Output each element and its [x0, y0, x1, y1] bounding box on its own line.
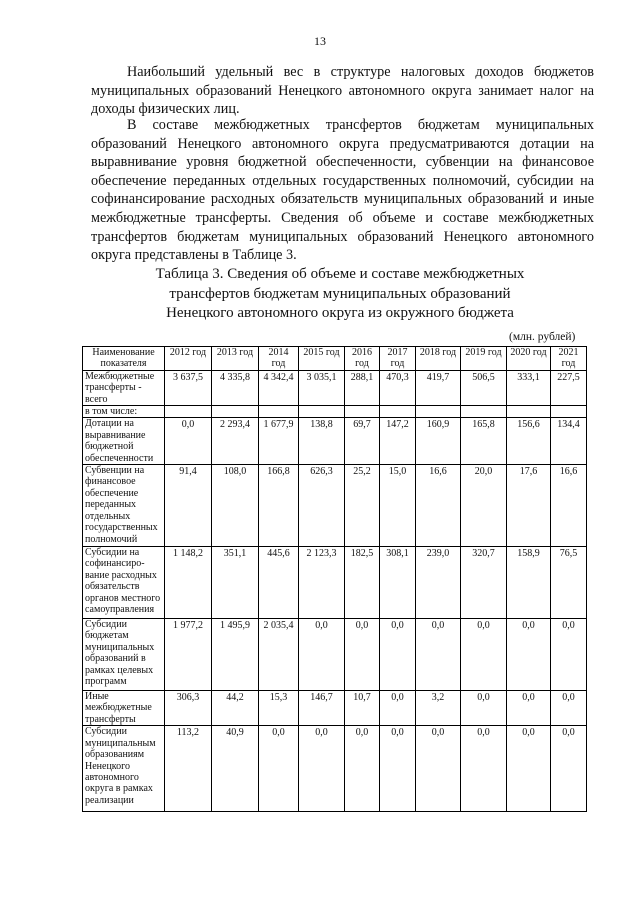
units-label: (млн. рублей): [509, 331, 576, 343]
value-cell: 0,0: [380, 619, 416, 691]
value-cell: 166,8: [259, 465, 299, 547]
value-cell: 108,0: [212, 465, 259, 547]
row-name-cell: Субсидии бюджетам муниципальных образований в рамках целевых программ: [83, 619, 165, 691]
table-row: [83, 547, 587, 619]
table-caption: [0, 265, 640, 324]
value-cell: 0,0: [416, 619, 461, 691]
value-cell: 146,7: [299, 691, 345, 726]
empty-cell: [165, 406, 212, 418]
table-header-row: [83, 347, 587, 371]
value-cell: 182,5: [345, 547, 380, 619]
value-cell: 308,1: [380, 547, 416, 619]
value-cell: 165,8: [461, 418, 507, 465]
caption-line: Таблица 3. Сведения об объеме и составе межбюджетных: [155, 266, 525, 282]
value-cell: 306,3: [165, 691, 212, 726]
empty-cell: [461, 406, 507, 418]
value-cell: 470,3: [380, 370, 416, 405]
value-cell: 0,0: [461, 691, 507, 726]
table-row: [83, 370, 587, 405]
header-year-cell: 2018 год: [416, 347, 461, 371]
row-name-cell: Иные межбюджетные трансферты: [83, 691, 165, 726]
value-cell: 20,0: [461, 465, 507, 547]
header-name-cell: Наименование показателя: [83, 347, 165, 371]
row-name-cell: Субвенции на финансовое обеспечение переданных отдельных государственных полномочий: [83, 465, 165, 547]
value-cell: 0,0: [461, 619, 507, 691]
value-cell: 0,0: [345, 726, 380, 812]
empty-cell: [212, 406, 259, 418]
value-cell: 4 342,4: [259, 370, 299, 405]
value-cell: 2 123,3: [299, 547, 345, 619]
value-cell: 16,6: [551, 465, 587, 547]
value-cell: 1 677,9: [259, 418, 299, 465]
value-cell: 626,3: [299, 465, 345, 547]
header-year-cell: 2017 год: [380, 347, 416, 371]
value-cell: 15,0: [380, 465, 416, 547]
value-cell: 147,2: [380, 418, 416, 465]
value-cell: 3 035,1: [299, 370, 345, 405]
paragraph-transfers: В составе межбюджетных трансфертов бюджетам муниципальных образований Ненецкого автономного округа предусматриваются дотации на выравнивание уровня бюджетной обеспеченности, субвенции на финансовое обеспечение переданных отдельных государственных полномочий, субсидии на софинансирование расходных обязательств муниципальных образований и иные межбюджетные трансферты. Сведения об объеме и составе межбюджетных трансфертов бюджетам муниципальных образований Ненецкого автономного округа представлены в Таблице 3.: [91, 117, 594, 264]
value-cell: 10,7: [345, 691, 380, 726]
value-cell: 2 035,4: [259, 619, 299, 691]
value-cell: 0,0: [380, 691, 416, 726]
row-name-cell: Дотации на выравнивание бюджетной обеспеченности: [83, 418, 165, 465]
empty-cell: [345, 406, 380, 418]
value-cell: 288,1: [345, 370, 380, 405]
header-year-cell: 2019 год: [461, 347, 507, 371]
value-cell: 0,0: [551, 726, 587, 812]
value-cell: 0,0: [165, 418, 212, 465]
value-cell: 0,0: [507, 726, 551, 812]
table-subheader-row: [83, 406, 587, 418]
value-cell: 445,6: [259, 547, 299, 619]
value-cell: 351,1: [212, 547, 259, 619]
value-cell: 239,0: [416, 547, 461, 619]
value-cell: 0,0: [345, 619, 380, 691]
table-row: [83, 691, 587, 726]
header-year-cell: 2016 год: [345, 347, 380, 371]
caption-line: Ненецкого автономного округа из окружного бюджета: [166, 305, 514, 321]
value-cell: 506,5: [461, 370, 507, 405]
value-cell: 69,7: [345, 418, 380, 465]
header-year-cell: 2021 год: [551, 347, 587, 371]
value-cell: 1 977,2: [165, 619, 212, 691]
value-cell: 40,9: [212, 726, 259, 812]
table-row: [83, 726, 587, 812]
value-cell: 25,2: [345, 465, 380, 547]
value-cell: 0,0: [299, 619, 345, 691]
page-number: 13: [314, 34, 326, 48]
header-year-cell: 2020 год: [507, 347, 551, 371]
value-cell: 227,5: [551, 370, 587, 405]
value-cell: 113,2: [165, 726, 212, 812]
value-cell: 138,8: [299, 418, 345, 465]
value-cell: 156,6: [507, 418, 551, 465]
empty-cell: [380, 406, 416, 418]
row-name-cell: Субсидии на софинансиро-вание расходных обязательств органов местного самоуправления: [83, 547, 165, 619]
empty-cell: [416, 406, 461, 418]
value-cell: 0,0: [299, 726, 345, 812]
transfers-table: [82, 346, 587, 812]
empty-cell: [299, 406, 345, 418]
table-row: [83, 619, 587, 691]
value-cell: 0,0: [259, 726, 299, 812]
value-cell: 3,2: [416, 691, 461, 726]
value-cell: 0,0: [507, 691, 551, 726]
value-cell: 158,9: [507, 547, 551, 619]
value-cell: 0,0: [416, 726, 461, 812]
value-cell: 1 495,9: [212, 619, 259, 691]
empty-cell: [507, 406, 551, 418]
header-year-cell: 2012 год: [165, 347, 212, 371]
value-cell: 76,5: [551, 547, 587, 619]
value-cell: 0,0: [461, 726, 507, 812]
header-year-cell: 2014 год: [259, 347, 299, 371]
table-row: [83, 418, 587, 465]
value-cell: 16,6: [416, 465, 461, 547]
value-cell: 44,2: [212, 691, 259, 726]
value-cell: 2 293,4: [212, 418, 259, 465]
value-cell: 1 148,2: [165, 547, 212, 619]
value-cell: 0,0: [380, 726, 416, 812]
subheader-cell: в том числе:: [83, 406, 165, 418]
value-cell: 333,1: [507, 370, 551, 405]
value-cell: 419,7: [416, 370, 461, 405]
value-cell: 134,4: [551, 418, 587, 465]
value-cell: 0,0: [507, 619, 551, 691]
value-cell: 0,0: [551, 619, 587, 691]
value-cell: 0,0: [551, 691, 587, 726]
row-name-cell: Межбюджетные трансферты - всего: [83, 370, 165, 405]
paragraph-income-tax: Наибольший удельный вес в структуре налоговых доходов бюджетов муниципальных образований Ненецкого автономного округа занимает налог на доходы физических лиц.: [91, 64, 594, 118]
value-cell: 15,3: [259, 691, 299, 726]
value-cell: 17,6: [507, 465, 551, 547]
empty-cell: [259, 406, 299, 418]
value-cell: 3 637,5: [165, 370, 212, 405]
value-cell: 160,9: [416, 418, 461, 465]
value-cell: 4 335,8: [212, 370, 259, 405]
empty-cell: [551, 406, 587, 418]
header-year-cell: 2015 год: [299, 347, 345, 371]
caption-line: трансфертов бюджетам муниципальных образований: [169, 285, 511, 302]
row-name-cell: Субсидии муниципальным образованиям Ненецкого автономного округа в рамках реализации: [83, 726, 165, 812]
value-cell: 91,4: [165, 465, 212, 547]
table-row: [83, 465, 587, 547]
header-year-cell: 2013 год: [212, 347, 259, 371]
value-cell: 320,7: [461, 547, 507, 619]
